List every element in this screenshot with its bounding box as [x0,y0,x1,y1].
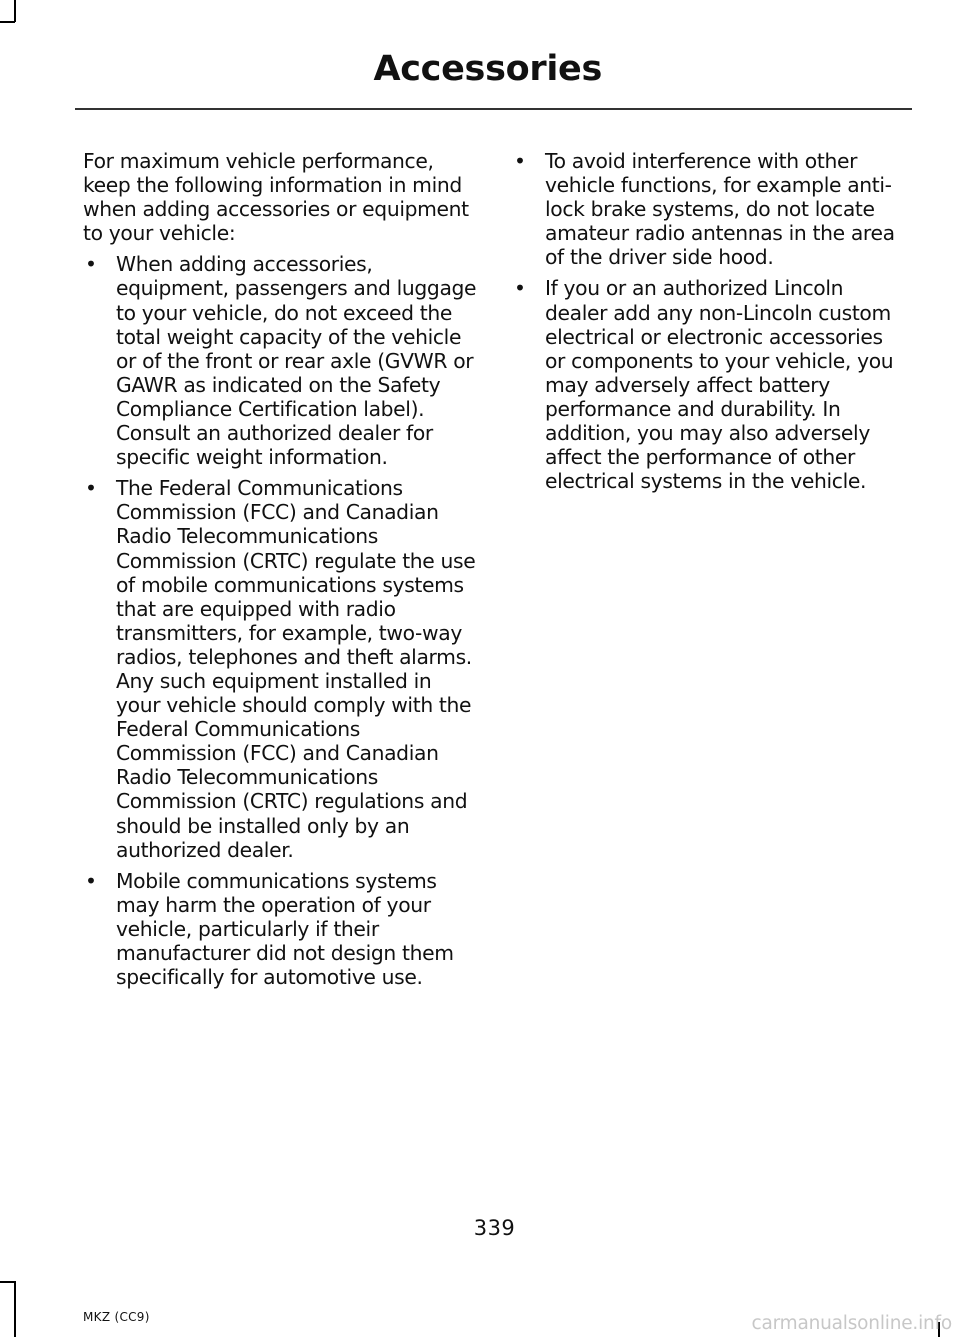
page-number: 339 [473,1216,516,1240]
footer-model-code: MKZ (CC9) [83,1310,150,1324]
bullet-icon: • [514,149,526,173]
list-item [512,149,908,269]
list-item [83,252,478,469]
crop-mark-top-left-horizontal [0,21,15,23]
list-item [83,476,478,862]
crop-mark-top-left-vertical [14,0,16,22]
list-item-text: To avoid interference with other vehicle functions, for example anti-lock brake systems, do not locate amateur radio antennas in the area of the driver side hood. [545,149,895,270]
list-item-text: If you or an authorized Lincoln dealer add any non-Lincoln custom electrical or electronic accessories or components to your vehicle, you may adversely affect battery performance and durability. In addition, you may also adversely affect the performance of other electrical systems in the vehicle. [545,276,894,494]
bullet-icon: • [85,476,97,501]
list-item-text: Mobile communications systems may harm the operation of your vehicle, particularly if their manufacturer did not design them specifically for automotive use. [116,868,454,990]
right-column [512,149,908,500]
crop-mark-bottom-left-horizontal [0,1281,15,1283]
bullet-icon: • [85,252,97,277]
bullet-icon: • [85,868,97,893]
page-title: Accessories [373,49,602,89]
left-bullet-list [83,252,478,989]
header-divider [75,108,912,110]
right-bullet-list [512,149,908,493]
left-column [83,149,478,996]
list-item [512,276,908,493]
crop-mark-bottom-left-vertical [14,1281,16,1337]
list-item-text: When adding accessories, equipment, passengers and luggage to your vehicle, do not exceed the total weight capacity of the vehicle or of the front or rear axle (GVWR or GAWR as indicated on the Safety Compliance Certification label). Consult an authorized dealer for specific weight information. [116,252,477,470]
bullet-icon: • [514,276,526,301]
intro-paragraph: For maximum vehicle performance, keep the following information in mind when adding accessories or equipment to your vehicle: [83,149,469,246]
list-item-text: The Federal Communications Commission (FCC) and Canadian Radio Telecommunications Commission (CRTC) regulate the use of mobile communications systems that are equipped with radio transmitters, for example, two-way radios, telephones and theft alarms. Any such equipment installed in your vehicle should comply with the Federal Communications Commission (FCC) and Canadian Radio Telecommunications Commission (CRTC) regulations and should be installed only by an authorized dealer. [116,476,476,862]
watermark: carmanualsonline.info [751,1313,952,1334]
list-item [83,869,478,989]
